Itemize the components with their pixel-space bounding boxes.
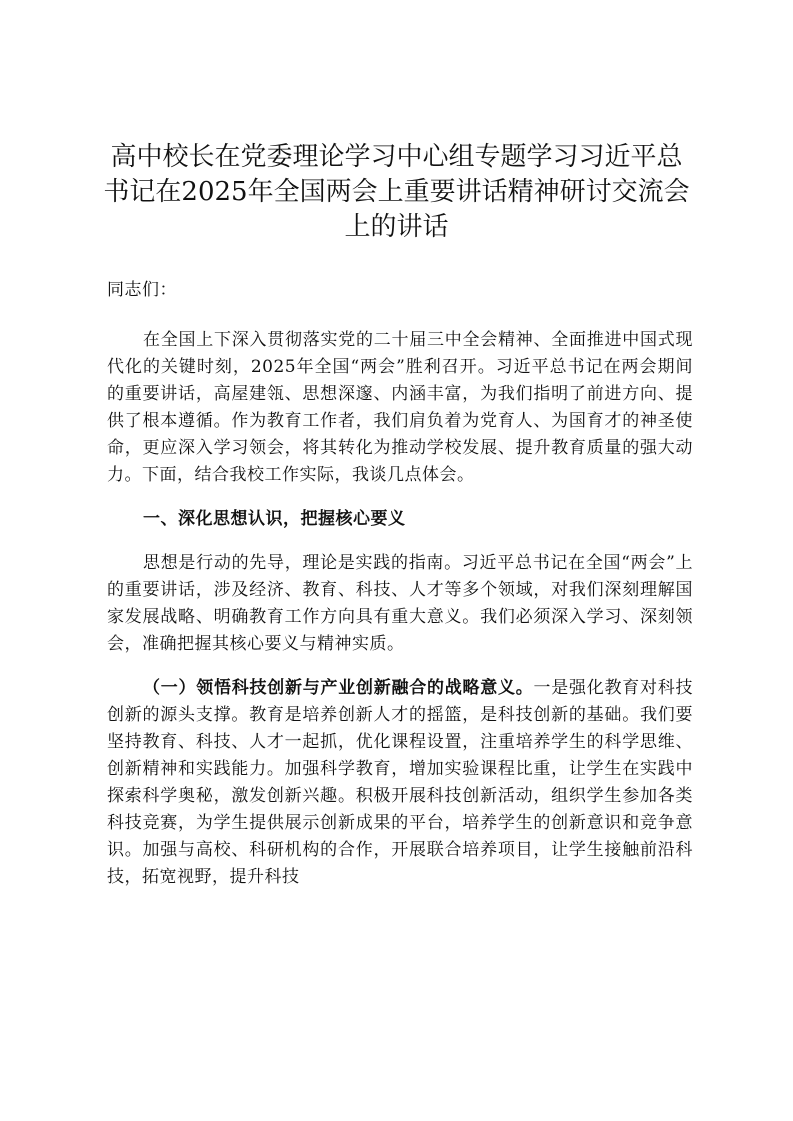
- subsection-1-paragraph: [107, 675, 693, 891]
- intro-paragraph: 在全国上下深入贯彻落实党的二十届三中全会精神、全面推进中国式现代化的关键时刻，2025年全国“两会”胜利召开。习近平总书记在两会期间的重要讲话，高屋建瓴、思想深邃、内涵丰富，为我们指明了前进方向、提供了根本遵循。作为教育工作者，我们肩负着为党育人、为国育才的神圣使命，更应深入学习领会，将其转化为推动学校发展、提升教育质量的强大动力。下面，结合我校工作实际，我谈几点体会。: [107, 330, 693, 485]
- subsection-heading-1: （一）领悟科技创新与产业创新融合的战略意义。: [143, 678, 534, 698]
- section-heading-1: 一、深化思想认识，把握核心要义: [143, 509, 406, 529]
- greeting: 同志们：: [107, 280, 177, 300]
- section-1-paragraph: 思想是行动的先导，理论是实践的指南。习近平总书记在全国“两会”上的重要讲话，涉及经济、教育、科技、人才等多个领域，对我们深刻理解国家发展战略、明确教育工作方向具有重大意义。我们必须深入学习、深刻领会，准确把握其核心要义与精神实质。: [107, 553, 693, 654]
- subsection-1-body: 一是强化教育对科技创新的源头支撑。教育是培养创新人才的摇篮，是科技创新的基础。我们要坚持教育、科技、人才一起抓，优化课程设置，注重培养学生的科学思维、创新精神和实践能力。加强科学教育，增加实验课程比重，让学生在实践中探索科学奥秘，激发创新兴趣。积极开展科技创新活动，组织学生参加各类科技竞赛，为学生提供展示创新成果的平台，培养学生的创新意识和竞争意识。加强与高校、科研机构的合作，开展联合培养项目，让学生接触前沿科技，拓宽视野，提升科技: [107, 678, 693, 887]
- document-body: [107, 277, 693, 891]
- document-title: 高中校长在党委理论学习中心组专题学习习近平总书记在2025年全国两会上重要讲话精神研讨交流会上的讲话: [103, 142, 690, 242]
